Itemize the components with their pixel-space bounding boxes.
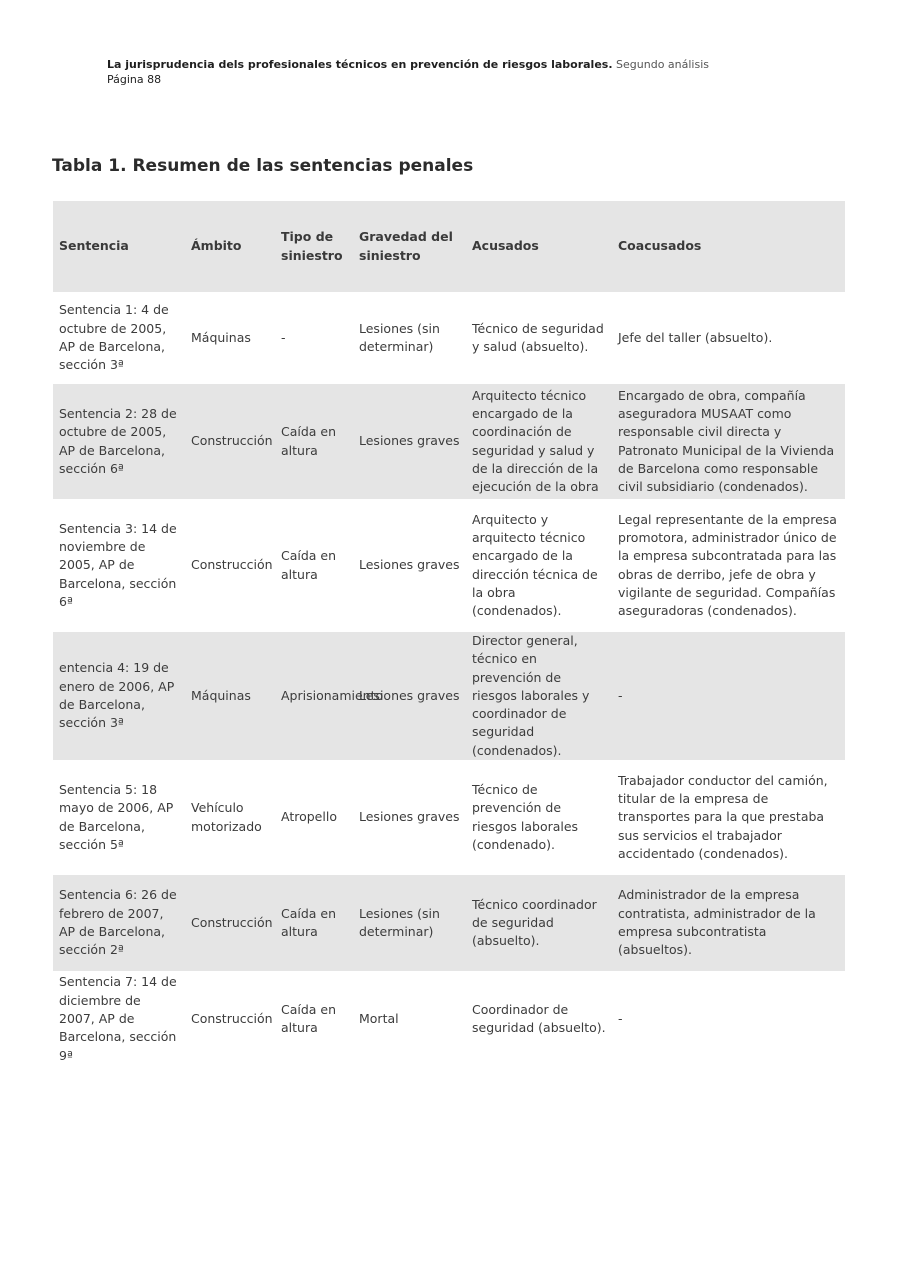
column-header-acusados: Acusados: [472, 238, 539, 254]
cell-coacusados: Legal representante de la empresa promotora, administrador único de la empresa subcontratada para las obras de derribo, jefe de obra y vigilante de seguridad. Compañías aseguradoras (condenados).: [618, 511, 837, 619]
cell-acusados: Técnico de prevención de riesgos laborales (condenado).: [472, 781, 579, 852]
cell-tipo: Caída en altura: [281, 548, 337, 582]
cell-sentencia: Sentencia 6: 26 de febrero de 2007, AP de Barcelona, sección 2ª: [59, 887, 177, 958]
cell-ambito: Máquinas: [191, 329, 251, 345]
table-row: [53, 760, 845, 875]
table-body: [53, 292, 845, 1067]
table-title: Tabla 1. Resumen de las sentencias penales: [52, 156, 474, 176]
document-subtitle: Segundo análisis: [616, 58, 709, 71]
cell-acusados: Técnico de seguridad y salud (absuelto).: [472, 320, 604, 354]
sentences-table-container: [53, 201, 845, 1067]
cell-gravedad: Lesiones graves: [359, 433, 460, 449]
column-header-sentencia: Sentencia: [59, 238, 129, 254]
cell-acusados: Coordinador de seguridad (absuelto).: [472, 1001, 606, 1036]
cell-tipo: Caída en altura: [281, 424, 337, 458]
cell-acusados: Arquitecto y arquitecto técnico encargado de la dirección técnica de la obra (condenados).: [472, 511, 598, 619]
cell-acusados: Arquitecto técnico encargado de la coordinación de seguridad y salud y de la dirección de la ejecución de la obra: [472, 387, 599, 495]
cell-ambito: Vehículo motorizado: [191, 800, 262, 834]
table-row: [53, 971, 845, 1067]
column-header-coacusados: Coacusados: [618, 238, 702, 254]
table-row: [53, 384, 845, 499]
table-header: [53, 201, 845, 292]
cell-coacusados: -: [618, 1010, 623, 1026]
cell-acusados: Técnico coordinador de seguridad (absuelto).: [472, 896, 597, 949]
table-row: [53, 875, 845, 971]
cell-gravedad: Mortal: [359, 1010, 399, 1026]
table-row: [53, 499, 845, 632]
cell-sentencia: Sentencia 5: 18 mayo de 2006, AP de Barcelona, sección 5ª: [59, 781, 174, 852]
cell-tipo: Atropello: [281, 809, 337, 825]
cell-gravedad: Lesiones (sin determinar): [359, 320, 440, 354]
cell-sentencia: Sentencia 2: 28 de octubre de 2005, AP de Barcelona, sección 6ª: [59, 405, 177, 476]
cell-coacusados: Administrador de la empresa contratista, administrador de la empresa subcontratista (absueltos).: [618, 887, 816, 958]
table-row: [53, 632, 845, 760]
cell-sentencia: Sentencia 1: 4 de octubre de 2005, AP de Barcelona, sección 3ª: [59, 302, 169, 373]
cell-coacusados: Encargado de obra, compañía aseguradora MUSAAT como responsable civil directa y Patronato Municipal de la Vivienda de Barcelona como responsable civil subsidiario (condenados).: [618, 387, 835, 495]
cell-gravedad: Lesiones graves: [359, 557, 460, 573]
cell-tipo: -: [281, 329, 286, 345]
cell-ambito: Construcción: [191, 914, 273, 930]
column-header-ambito: Ámbito: [191, 238, 242, 254]
cell-ambito: Construcción: [191, 433, 273, 449]
cell-ambito: Construcción: [191, 557, 273, 573]
cell-acusados: Director general, técnico en prevención de riesgos laborales y coordinador de seguridad (condenados).: [472, 633, 590, 758]
cell-ambito: Construcción: [191, 1010, 273, 1026]
header-row: [53, 201, 845, 292]
header-line: [107, 57, 709, 72]
cell-coacusados: -: [618, 687, 623, 703]
cell-sentencia: Sentencia 7: 14 de diciembre de 2007, AP de Barcelona, sección 9ª: [59, 974, 177, 1063]
cell-gravedad: Lesiones graves: [359, 809, 460, 825]
column-header-gravedad: Gravedad del siniestro: [359, 229, 453, 263]
cell-sentencia: Sentencia 3: 14 de noviembre de 2005, AP de Barcelona, sección 6ª: [59, 520, 177, 609]
cell-coacusados: Trabajador conductor del camión, titular de la empresa de transportes para la que prestaba sus servicios el trabajador accidentado (condenados).: [618, 772, 828, 862]
cell-ambito: Máquinas: [191, 687, 251, 703]
cell-coacusados: Jefe del taller (absuelto).: [618, 329, 773, 345]
table-row: [53, 292, 845, 384]
cell-tipo: Caída en altura: [281, 1001, 337, 1036]
cell-sentencia: entencia 4: 19 de enero de 2006, AP de Barcelona, sección 3ª: [59, 660, 175, 731]
cell-tipo: Caída en altura: [281, 905, 337, 940]
running-header: [107, 57, 709, 87]
cell-gravedad: Lesiones (sin determinar): [359, 905, 440, 940]
page-number: Página 88: [107, 73, 162, 86]
sentences-table: [53, 201, 845, 1067]
cell-gravedad: Lesiones graves: [359, 687, 460, 703]
document-title: La jurisprudencia dels profesionales técnicos en prevención de riesgos laborales.: [107, 58, 613, 71]
column-header-tipo-siniestro: Tipo de siniestro: [281, 229, 343, 263]
cell-tipo: Aprisionamiento: [281, 687, 384, 703]
